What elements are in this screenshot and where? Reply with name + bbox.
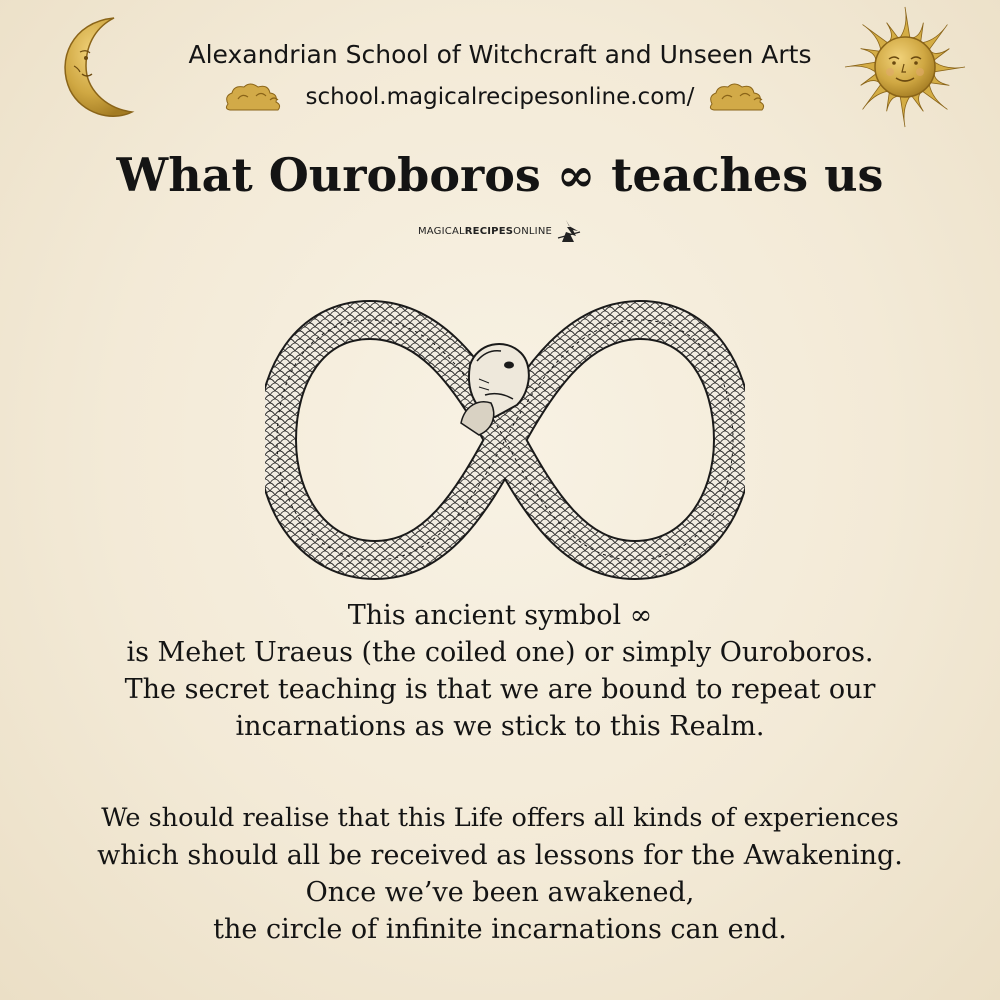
text-line: incarnations as we stick to this Realm. bbox=[235, 711, 765, 742]
cloud-ornament-icon bbox=[222, 82, 294, 112]
text-line: which should all be received as lessons for the Awakening. bbox=[97, 840, 903, 871]
ouroboros-snake-illustration bbox=[265, 295, 745, 585]
url-row bbox=[0, 82, 1000, 112]
text-line: is Mehet Uraeus (the coiled one) or simply Ouroboros. bbox=[126, 637, 874, 668]
paragraph-awakening bbox=[0, 800, 1000, 948]
text-line: The secret teaching is that we are bound to repeat our bbox=[124, 674, 876, 705]
text-line: Once we’ve been awakened, bbox=[305, 877, 695, 908]
text-line: This ancient symbol ∞ bbox=[347, 600, 653, 631]
text-line: the circle of infinite incarnations can end. bbox=[213, 914, 787, 945]
page-title: What Ouroboros ∞ teaches us bbox=[116, 148, 884, 202]
brand-text: MAGICALRECIPESONLINE bbox=[417, 225, 553, 237]
cloud-ornament-icon bbox=[706, 82, 778, 112]
school-url-link[interactable]: school.magicalrecipesonline.com/ bbox=[305, 84, 695, 110]
paragraph-symbol-meaning bbox=[0, 597, 1000, 745]
witch-icon bbox=[556, 218, 582, 244]
text-line: We should realise that this Life offers all kinds of experiences bbox=[101, 803, 899, 833]
school-name: Alexandrian School of Witchcraft and Unseen Arts bbox=[188, 40, 812, 69]
sun-ray bbox=[900, 7, 910, 37]
brand-logo bbox=[0, 218, 1000, 244]
